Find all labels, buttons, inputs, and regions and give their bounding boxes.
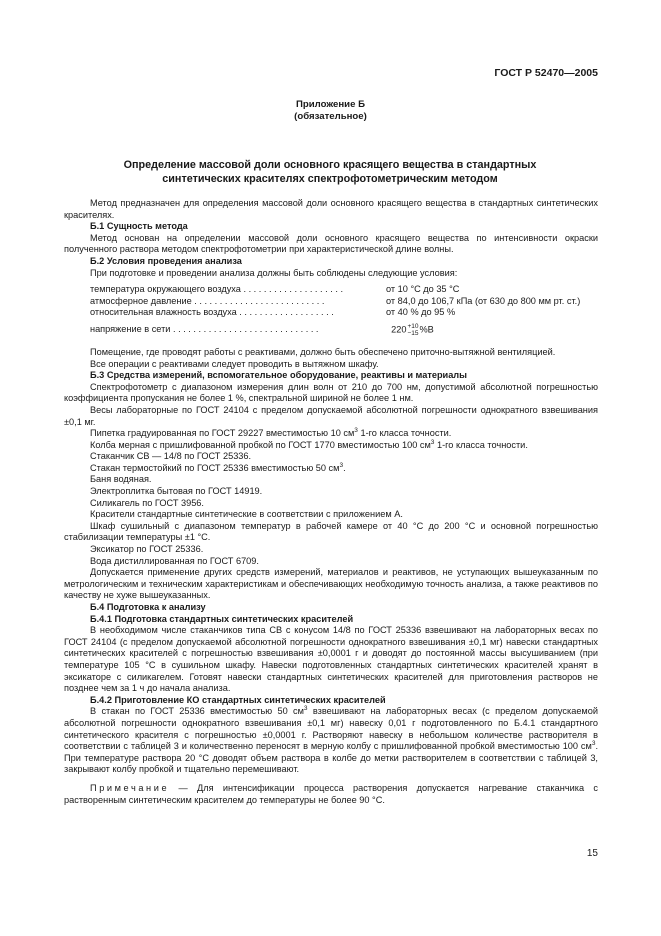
condition-label: атмосферное давление . . . . . . . . . . . . . . . . . . . . . . . . . . xyxy=(90,295,325,306)
distilled-water-item: Вода дистиллированная по ГОСТ 6709. xyxy=(90,555,259,566)
desiccator-item: Эксикатор по ГОСТ 25336. xyxy=(90,544,204,555)
condition-pressure xyxy=(90,296,598,308)
beaker-text-end: . xyxy=(343,462,346,473)
superscript: 3 xyxy=(303,705,308,713)
substitution-paragraph: Допускается применение других средств измерений, материалов и реактивов, не уступающих вышеуказанным по метрологическим и техническим характеристикам и обеспечивающих необходимую точность анализа, а также реактивов по качеству не хуже вышеуказанных. xyxy=(64,567,598,601)
condition-value: от 10 °С до 35 °С xyxy=(386,284,460,295)
document-body xyxy=(64,198,598,806)
condition-value: от 84,0 до 106,7 кПа (от 630 до 800 мм рт. ст.) xyxy=(386,295,581,306)
fume-hood-paragraph: Все операции с реактивами следует проводить в вытяжном шкафу. xyxy=(90,358,379,369)
beaker-item xyxy=(64,463,598,475)
section-b2-intro: При подготовке и проведении анализа должны быть соблюдены следующие условия: xyxy=(90,267,458,278)
condition-value xyxy=(386,323,434,337)
condition-voltage xyxy=(90,319,598,341)
section-b4-heading: Б.4 Подготовка к анализу xyxy=(90,602,206,612)
condition-temperature xyxy=(90,284,598,296)
b42-text-part3: . При температуре раствора 20 °С доводят объем раствора в колбе до метки растворителем в соответствии с таблицей 3, закрывают колбу пробкой и тщательно перемешивают. xyxy=(64,741,598,775)
superscript: 3 xyxy=(430,438,435,446)
drying-oven-item: Шкаф сушильный с диапазоном температур в рабочей камере от 40 °С до 200 °С и основной погрешностью стабилизации температуры ±1 °С. xyxy=(64,520,598,543)
document-title xyxy=(80,158,580,186)
b42-text-part1: В стакан по ГОСТ 25336 вместимостью 50 см xyxy=(90,706,304,717)
note-label: Примечание xyxy=(90,782,170,793)
section-b1-heading: Б.1 Сущность метода xyxy=(90,221,188,232)
voltage-tolerance-lower: −15 xyxy=(407,329,419,337)
intro-paragraph: Метод предназначен для определения массовой доли основного красящего вещества в стандартных синтетических красителях. xyxy=(64,198,598,220)
note-paragraph xyxy=(64,783,598,806)
voltage-base: 220 xyxy=(391,324,407,335)
dyes-item: Красители стандартные синтетические в соответствии с приложением А. xyxy=(90,509,403,520)
section-b42-heading: Б.4.2 Приготовление КО стандартных синтетических красителей xyxy=(90,694,386,705)
superscript: 3 xyxy=(591,740,596,748)
section-b3-heading: Б.3 Средства измерений, вспомогательное оборудование, реактивы и материалы xyxy=(90,370,467,381)
superscript: 3 xyxy=(339,461,344,469)
beaker-text: Стакан термостойкий по ГОСТ 25336 вместимостью 50 см xyxy=(90,462,340,473)
section-b41-heading: Б.4.1 Подготовка стандартных синтетических красителей xyxy=(90,613,354,624)
flask-item xyxy=(64,440,598,452)
appendix-title: Приложение Б xyxy=(296,99,365,110)
section-b42-text xyxy=(64,706,598,776)
cup-item: Стаканчик СВ — 14/8 по ГОСТ 25336. xyxy=(90,451,252,462)
appendix-heading xyxy=(0,99,661,123)
section-b41-text: В необходимом числе стаканчиков типа СВ с конусом 14/8 по ГОСТ 25336 взвешивают на лабораторных весах по ГОСТ 24104 (с пределом допускаемой абсолютной погрешности однократного взвешивания ±0,1 мг) навески стандартных синтетических красителей с погрешностью взвешивания ±0,0001 г и доводят до постоянной массы высушиванием (при температуре 105 °С в сушильном шкафу. Навески подготовленных стандартных синтетических красителей хранят в эксикаторе с силикагелем. Готовят навески стандартных синтетических красителей для приготовления растворов не позднее чем за 1 ч до начала анализа. xyxy=(64,625,598,694)
pipette-item xyxy=(64,428,598,440)
spectrophotometer-item: Спектрофотометр с диапазоном измерения длин волн от 210 до 700 нм, допустимой абсолютной погрешностью коэффициента пропускания не более 1 %, спектральной шириной не более 1 нм. xyxy=(64,381,598,404)
standard-code: ГОСТ Р 52470—2005 xyxy=(494,67,598,79)
ventilation-paragraph: Помещение, где проводят работы с реактивами, должно быть обеспечено приточно-вытяжной вентиляцией. xyxy=(90,346,556,357)
b42-text-part2: взвешивают на лабораторных весах (с пределом допускаемой абсолютной погрешности однократного взвешивания ±0,1 мг) навеску 0,01 г подготовленного по Б.4.1 стандартного синтетического красителя с погрешностью ±0,0001 г. Растворяют навеску в небольшом количестве растворителя в соответствии с таблицей 3 и количественно переносят в мерную колбу с пришлифованной пробкой вместимостью 100 см xyxy=(64,706,598,752)
water-bath-item: Баня водяная. xyxy=(90,474,152,485)
condition-humidity xyxy=(90,307,598,319)
section-b1-text: Метод основан на определении массовой доли основного красящего вещества по интенсивности окраски полученного раствора методом спектрофотометрии при характеристической длине волны. xyxy=(64,232,598,255)
scales-item: Весы лабораторные по ГОСТ 24104 с пределом допускаемой абсолютной погрешности однократного взвешивания ±0,1 мг. xyxy=(64,404,598,427)
appendix-status: (обязательное) xyxy=(294,111,367,122)
voltage-unit: %В xyxy=(419,324,434,335)
hotplate-item: Электроплитка бытовая по ГОСТ 14919. xyxy=(90,486,263,497)
conditions-list xyxy=(90,284,598,341)
condition-label: температура окружающего воздуха . . . . . . . . . . . . . . . . . . . . xyxy=(90,284,344,295)
section-b2-heading: Б.2 Условия проведения анализа xyxy=(90,255,242,266)
flask-text-end: 1-го класса точности. xyxy=(434,439,528,450)
silica-gel-item: Силикагель по ГОСТ 3956. xyxy=(90,497,204,508)
document-title-line1: Определение массовой доли основного красящего вещества в стандартных xyxy=(123,159,537,171)
condition-value: от 40 % до 95 % xyxy=(386,307,456,318)
flask-text: Колба мерная с пришлифованной пробкой по ГОСТ 1770 вместимостью 100 см xyxy=(90,439,431,450)
pipette-text: Пипетка градуированная по ГОСТ 29227 вместимостью 10 см xyxy=(90,428,355,439)
page-number: 15 xyxy=(586,848,598,859)
pipette-text-end: 1-го класса точности. xyxy=(357,428,452,439)
condition-label: относительная влажность воздуха . . . . . . . . . . . . . . . . . . . xyxy=(90,307,334,318)
superscript: 3 xyxy=(354,427,358,435)
condition-label: напряжение в сети . . . . . . . . . . . . . . . . . . . . . . . . . . . . . xyxy=(90,324,319,335)
document-title-line2: синтетических красителях спектрофотометрическим методом xyxy=(162,173,498,185)
note-text: — Для интенсификации процесса растворения допускается нагревание стаканчика с растворенным синтетическим красителем до температуры не более 90 °С. xyxy=(64,782,598,805)
voltage-tolerance-upper: +10 xyxy=(407,322,419,330)
voltage-tolerance xyxy=(407,323,418,337)
